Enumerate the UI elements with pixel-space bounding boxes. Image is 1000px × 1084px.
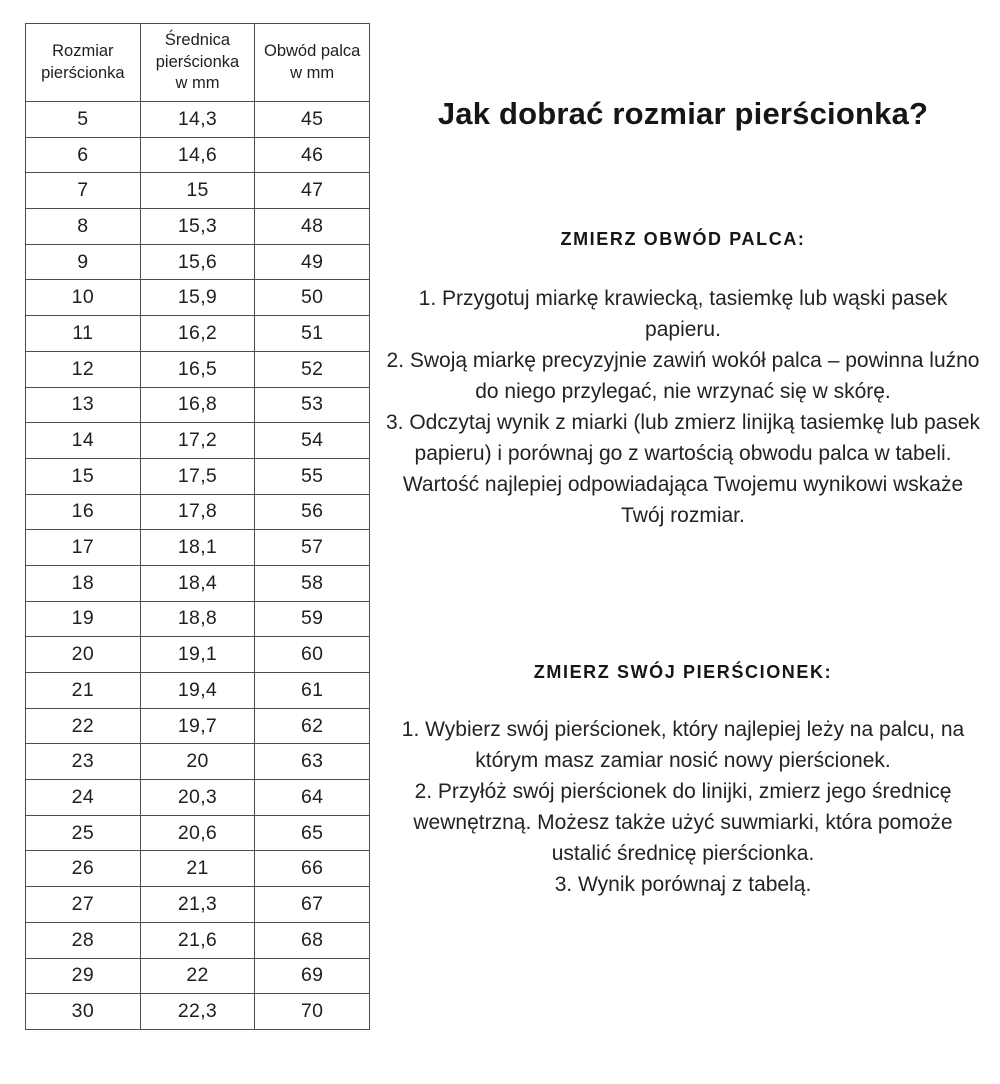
table-cell: 22 bbox=[26, 708, 141, 744]
table-cell: 55 bbox=[255, 458, 370, 494]
table-cell: 19,4 bbox=[140, 673, 255, 709]
table-row bbox=[26, 744, 370, 780]
table-cell: 14,3 bbox=[140, 102, 255, 138]
table-cell: 27 bbox=[26, 887, 141, 923]
table-cell: 18 bbox=[26, 565, 141, 601]
table-cell: 48 bbox=[255, 209, 370, 245]
table-cell: 17 bbox=[26, 530, 141, 566]
table-cell: 45 bbox=[255, 102, 370, 138]
size-table-body bbox=[26, 102, 370, 1030]
table-cell: 21,3 bbox=[140, 887, 255, 923]
header-ring-size: Rozmiar pierścionka bbox=[26, 24, 141, 102]
table-cell: 53 bbox=[255, 387, 370, 423]
table-cell: 17,8 bbox=[140, 494, 255, 530]
table-row bbox=[26, 601, 370, 637]
table-cell: 12 bbox=[26, 351, 141, 387]
size-table-header bbox=[26, 24, 370, 102]
table-cell: 46 bbox=[255, 137, 370, 173]
table-cell: 63 bbox=[255, 744, 370, 780]
table-row bbox=[26, 173, 370, 209]
table-row bbox=[26, 244, 370, 280]
table-cell: 69 bbox=[255, 958, 370, 994]
table-row bbox=[26, 316, 370, 352]
table-cell: 15 bbox=[140, 173, 255, 209]
table-cell: 29 bbox=[26, 958, 141, 994]
table-cell: 6 bbox=[26, 137, 141, 173]
table-row bbox=[26, 673, 370, 709]
ring-size-table bbox=[25, 23, 370, 1030]
table-cell: 67 bbox=[255, 887, 370, 923]
table-cell: 47 bbox=[255, 173, 370, 209]
instruction-item: 1. Wybierz swój pierścionek, który najlepiej leży na palcu, na którym masz zamiar nosić nowy pierścionek. bbox=[401, 718, 965, 772]
table-cell: 30 bbox=[26, 994, 141, 1030]
table-row bbox=[26, 708, 370, 744]
table-row bbox=[26, 565, 370, 601]
table-cell: 66 bbox=[255, 851, 370, 887]
table-cell: 7 bbox=[26, 173, 141, 209]
table-cell: 15,6 bbox=[140, 244, 255, 280]
table-cell: 18,8 bbox=[140, 601, 255, 637]
table-cell: 58 bbox=[255, 565, 370, 601]
table-cell: 14 bbox=[26, 423, 141, 459]
table-cell: 51 bbox=[255, 316, 370, 352]
table-cell: 5 bbox=[26, 102, 141, 138]
instructions-panel bbox=[383, 0, 983, 1084]
table-row bbox=[26, 851, 370, 887]
table-cell: 16,2 bbox=[140, 316, 255, 352]
table-row bbox=[26, 102, 370, 138]
table-cell: 16,5 bbox=[140, 351, 255, 387]
table-cell: 9 bbox=[26, 244, 141, 280]
table-cell: 15 bbox=[26, 458, 141, 494]
table-row bbox=[26, 494, 370, 530]
table-cell: 20,6 bbox=[140, 815, 255, 851]
table-row bbox=[26, 994, 370, 1030]
page-title: Jak dobrać rozmiar pierścionka? bbox=[437, 96, 929, 131]
table-cell: 22,3 bbox=[140, 994, 255, 1030]
table-cell: 19,7 bbox=[140, 708, 255, 744]
table-cell: 23 bbox=[26, 744, 141, 780]
table-cell: 17,5 bbox=[140, 458, 255, 494]
table-row bbox=[26, 280, 370, 316]
header-ring-diameter: Średnica pierścionka w mm bbox=[140, 24, 255, 102]
instruction-item: 1. Przygotuj miarkę krawiecką, tasiemkę lub wąski pasek papieru. bbox=[418, 287, 948, 341]
table-cell: 11 bbox=[26, 316, 141, 352]
table-row bbox=[26, 209, 370, 245]
table-cell: 22 bbox=[140, 958, 255, 994]
table-row bbox=[26, 458, 370, 494]
table-cell: 18,4 bbox=[140, 565, 255, 601]
header-finger-circumference: Obwód palca w mm bbox=[255, 24, 370, 102]
section-body-measure-finger bbox=[383, 283, 983, 531]
table-cell: 15,9 bbox=[140, 280, 255, 316]
table-cell: 20,3 bbox=[140, 780, 255, 816]
table-cell: 50 bbox=[255, 280, 370, 316]
table-row bbox=[26, 351, 370, 387]
table-row bbox=[26, 530, 370, 566]
table-cell: 8 bbox=[26, 209, 141, 245]
table-cell: 18,1 bbox=[140, 530, 255, 566]
instruction-item: 3. Wynik porównaj z tabelą. bbox=[554, 873, 812, 896]
table-cell: 24 bbox=[26, 780, 141, 816]
ring-size-table-container bbox=[25, 23, 370, 1030]
table-cell: 56 bbox=[255, 494, 370, 530]
table-cell: 16,8 bbox=[140, 387, 255, 423]
table-row bbox=[26, 387, 370, 423]
table-cell: 65 bbox=[255, 815, 370, 851]
table-cell: 21,6 bbox=[140, 922, 255, 958]
table-cell: 10 bbox=[26, 280, 141, 316]
table-cell: 49 bbox=[255, 244, 370, 280]
table-cell: 21 bbox=[26, 673, 141, 709]
table-row bbox=[26, 637, 370, 673]
table-cell: 64 bbox=[255, 780, 370, 816]
table-cell: 20 bbox=[26, 637, 141, 673]
instruction-item: 2. Przyłóż swój pierścionek do linijki, zmierz jego średnicę wewnętrzną. Możesz także użyć suwmiarki, która pomoże ustalić średnicę pierścionka. bbox=[413, 780, 953, 865]
table-row bbox=[26, 780, 370, 816]
table-cell: 61 bbox=[255, 673, 370, 709]
table-cell: 19,1 bbox=[140, 637, 255, 673]
table-cell: 54 bbox=[255, 423, 370, 459]
table-cell: 16 bbox=[26, 494, 141, 530]
table-row bbox=[26, 137, 370, 173]
table-cell: 59 bbox=[255, 601, 370, 637]
table-cell: 60 bbox=[255, 637, 370, 673]
instruction-item: 3. Odczytaj wynik z miarki (lub zmierz linijką tasiemkę lub pasek papieru) i porównaj go z wartością obwodu palca w tabeli. Wartość najlepiej odpowiadająca Twojemu wynikowi wskaże Twój rozmiar. bbox=[385, 411, 981, 527]
table-header-row bbox=[26, 24, 370, 102]
table-cell: 17,2 bbox=[140, 423, 255, 459]
table-row bbox=[26, 922, 370, 958]
table-cell: 25 bbox=[26, 815, 141, 851]
instruction-item: 2. Swoją miarkę precyzyjnie zawiń wokół palca – powinna luźno do niego przylegać, nie wrzynać się w skórę. bbox=[386, 349, 980, 403]
table-cell: 15,3 bbox=[140, 209, 255, 245]
section-heading-measure-ring: ZMIERZ SWÓJ PIERŚCIONEK: bbox=[533, 662, 833, 682]
section-heading-measure-finger: ZMIERZ OBWÓD PALCA: bbox=[560, 229, 806, 249]
section-body-measure-ring bbox=[383, 714, 983, 900]
table-row bbox=[26, 887, 370, 923]
table-row bbox=[26, 958, 370, 994]
table-cell: 28 bbox=[26, 922, 141, 958]
table-row bbox=[26, 423, 370, 459]
table-cell: 26 bbox=[26, 851, 141, 887]
table-cell: 70 bbox=[255, 994, 370, 1030]
table-cell: 14,6 bbox=[140, 137, 255, 173]
table-row bbox=[26, 815, 370, 851]
table-cell: 52 bbox=[255, 351, 370, 387]
table-cell: 68 bbox=[255, 922, 370, 958]
table-cell: 20 bbox=[140, 744, 255, 780]
table-cell: 13 bbox=[26, 387, 141, 423]
table-cell: 62 bbox=[255, 708, 370, 744]
table-cell: 21 bbox=[140, 851, 255, 887]
table-cell: 57 bbox=[255, 530, 370, 566]
table-cell: 19 bbox=[26, 601, 141, 637]
